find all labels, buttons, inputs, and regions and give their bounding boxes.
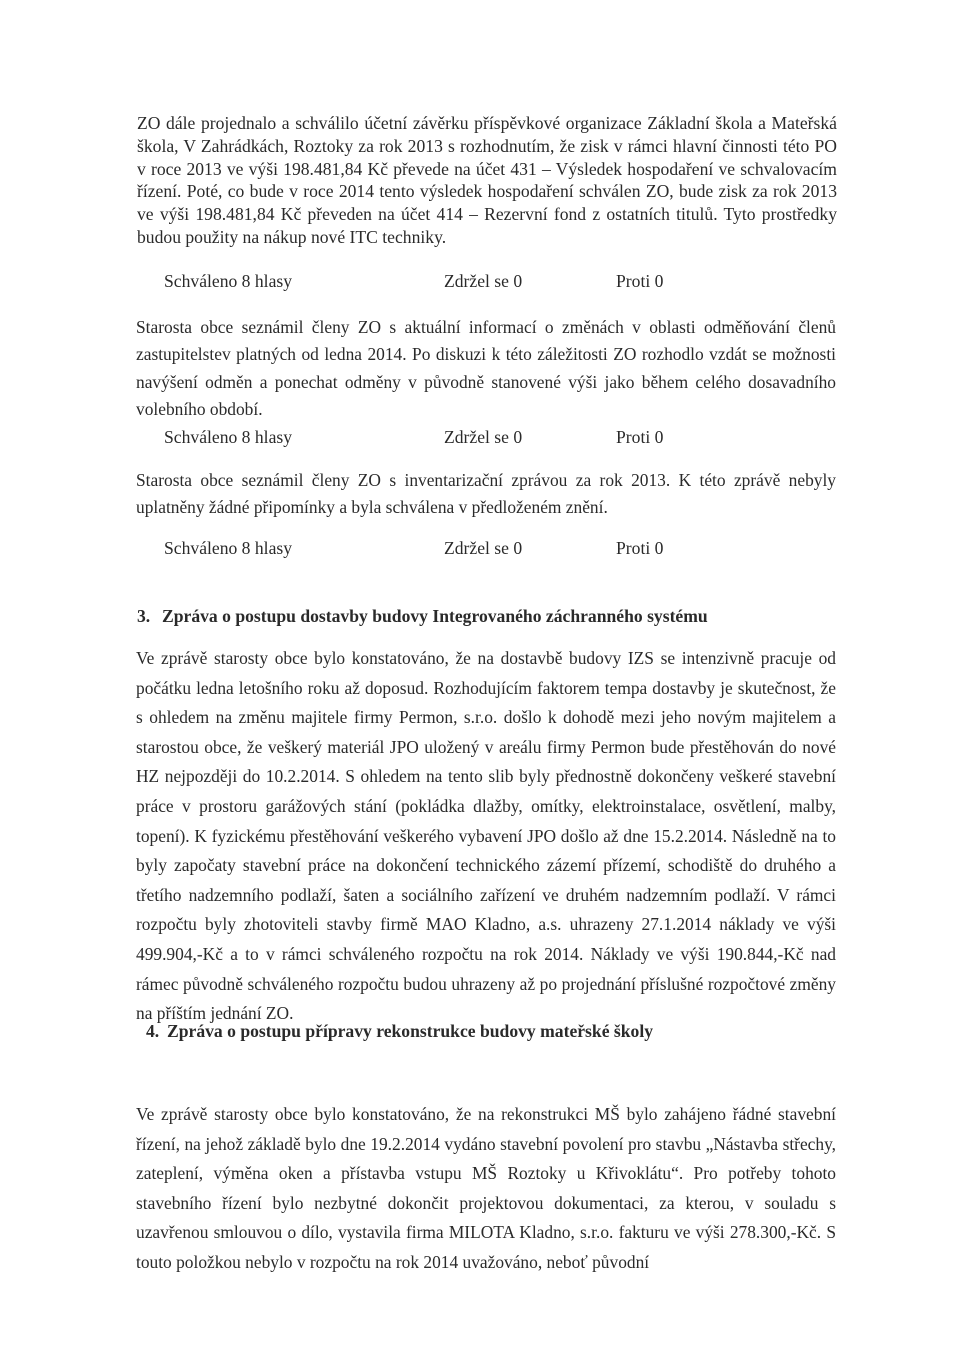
section-4-number: 4. — [146, 1021, 160, 1041]
section-3-title: Zpráva o postupu dostavby budovy Integrovaného záchranného systému — [162, 606, 708, 626]
vote-approved: Schváleno 8 hlasy — [164, 538, 293, 558]
vote-approved: Schváleno 8 hlasy — [164, 427, 293, 447]
vote-result-3 — [164, 538, 724, 562]
section-4-body: Ve zprávě starosty obce bylo konstatováno, že na rekonstrukci MŠ bylo zahájeno řádné stavební řízení, na jehož základě bylo dne 19.2.2014 vydáno stavební povolení pro stavbu „Nástavba střechy, zateplení, výměna oken a přístavba vstupu MŠ Roztoky u Křivoklátu“. Pro potřeby tohoto stavebního řízení bylo nezbytné dokončit projektovou dokumentaci, za kterou, v souladu s uzavřenou smlouvou o dílo, vystavila firma MILOTA Kladno, s.r.o. fakturu ve výši 278.300,-Kč. S touto položkou nebylo v rozpočtu na rok 2014 uvažováno, neboť původní — [136, 1104, 836, 1272]
vote-result-1 — [164, 271, 724, 295]
paragraph-remuneration: Starosta obce seznámil členy ZO s aktuální informací o změnách v oblasti odměňování členů zastupitelstev platných od ledna 2014. Po diskuzi k této záležitosti ZO rozhodlo vzdát se možnosti navýšení odměn a ponechat odměny v původně stanovené výši jako během celého dosavadního volebního období. — [136, 317, 836, 420]
vote-against: Proti 0 — [616, 538, 664, 558]
vote-result-2 — [164, 427, 724, 451]
vote-abstained: Zdržel se 0 — [444, 427, 523, 447]
section-3-heading — [137, 606, 708, 627]
paragraph-financial-statement: ZO dále projednalo a schválilo účetní závěrku příspěvkové organizace Základní škola a Mateřská škola, V Zahrádkách, Roztoky za rok 2013 s rozhodnutím, že zisk v rámci hlavní činnosti této PO v roce 2013 ve výši 198.481,84 Kč převede na účet 431 – Výsledek hospodaření ve schvalovacím řízení. Poté, co bude v roce 2014 tento výsledek hospodaření schválen ZO, bude zisk za rok 2013 ve výši 198.481,84 Kč převeden na účet 414 – Rezervní fond z ostatních titulů. Tyto prostředky budou použity na nákup nové ITC techniky. — [137, 113, 837, 247]
section-3-body: Ve zprávě starosty obce bylo konstatováno, že na dostavbě budovy IZS se intenzivně pracuje od počátku ledna letošního roku až doposud. Rozhodujícím faktorem tempa dostavby je skutečnost, že s ohledem na změnu majitele firmy Permon, s.r.o. došlo k dohodě mezi jeho novým majitelem a starostou obce, že veškerý materiál JPO uložený v areálu firmy Permon bude přestěhován do nové HZ nejpozději do 10.2.2014. S ohledem na tento slib byly přednostně dokončeny veškeré stavební práce v prostoru garážových stání (pokládka dlažby, omítky, elektroinstalace, osvětlení, malby, topení). K fyzickému přestěhování veškerého vybavení JPO došlo až dne 15.2.2014. Následně na to byly započaty stavební práce na dokončení technického zázemí přízemí, schodiště do druhého a třetího nadzemního podlaží, šaten a sociálního zařízení ve druhém nadzemním podlaží. V rámci rozpočtu byly zhotoviteli stavby firmě MAO Kladno, a.s. uhrazeny 27.1.2014 náklady ve výši 499.904,-Kč a to v rámci schváleného rozpočtu na rok 2014. Náklady ve výši 190.844,-Kč nad rámec původně schváleného rozpočtu budou uhrazeny až po projednání příslušné rozpočtové změny na příštím jednání ZO. — [136, 648, 836, 1024]
paragraph-inventory-report: Starosta obce seznámil členy ZO s inventarizační zprávou za rok 2013. K této zprávě nebyly uplatněny žádné připomínky a byla schválena v předloženém znění. — [136, 470, 836, 518]
vote-approved: Schváleno 8 hlasy — [164, 271, 293, 291]
vote-against: Proti 0 — [616, 427, 664, 447]
section-4-heading — [146, 1021, 653, 1042]
vote-abstained: Zdržel se 0 — [444, 271, 523, 291]
vote-against: Proti 0 — [616, 271, 664, 291]
section-3-number: 3. — [137, 606, 151, 626]
section-4-title: Zpráva o postupu přípravy rekonstrukce budovy mateřské školy — [167, 1021, 654, 1041]
vote-abstained: Zdržel se 0 — [444, 538, 523, 558]
